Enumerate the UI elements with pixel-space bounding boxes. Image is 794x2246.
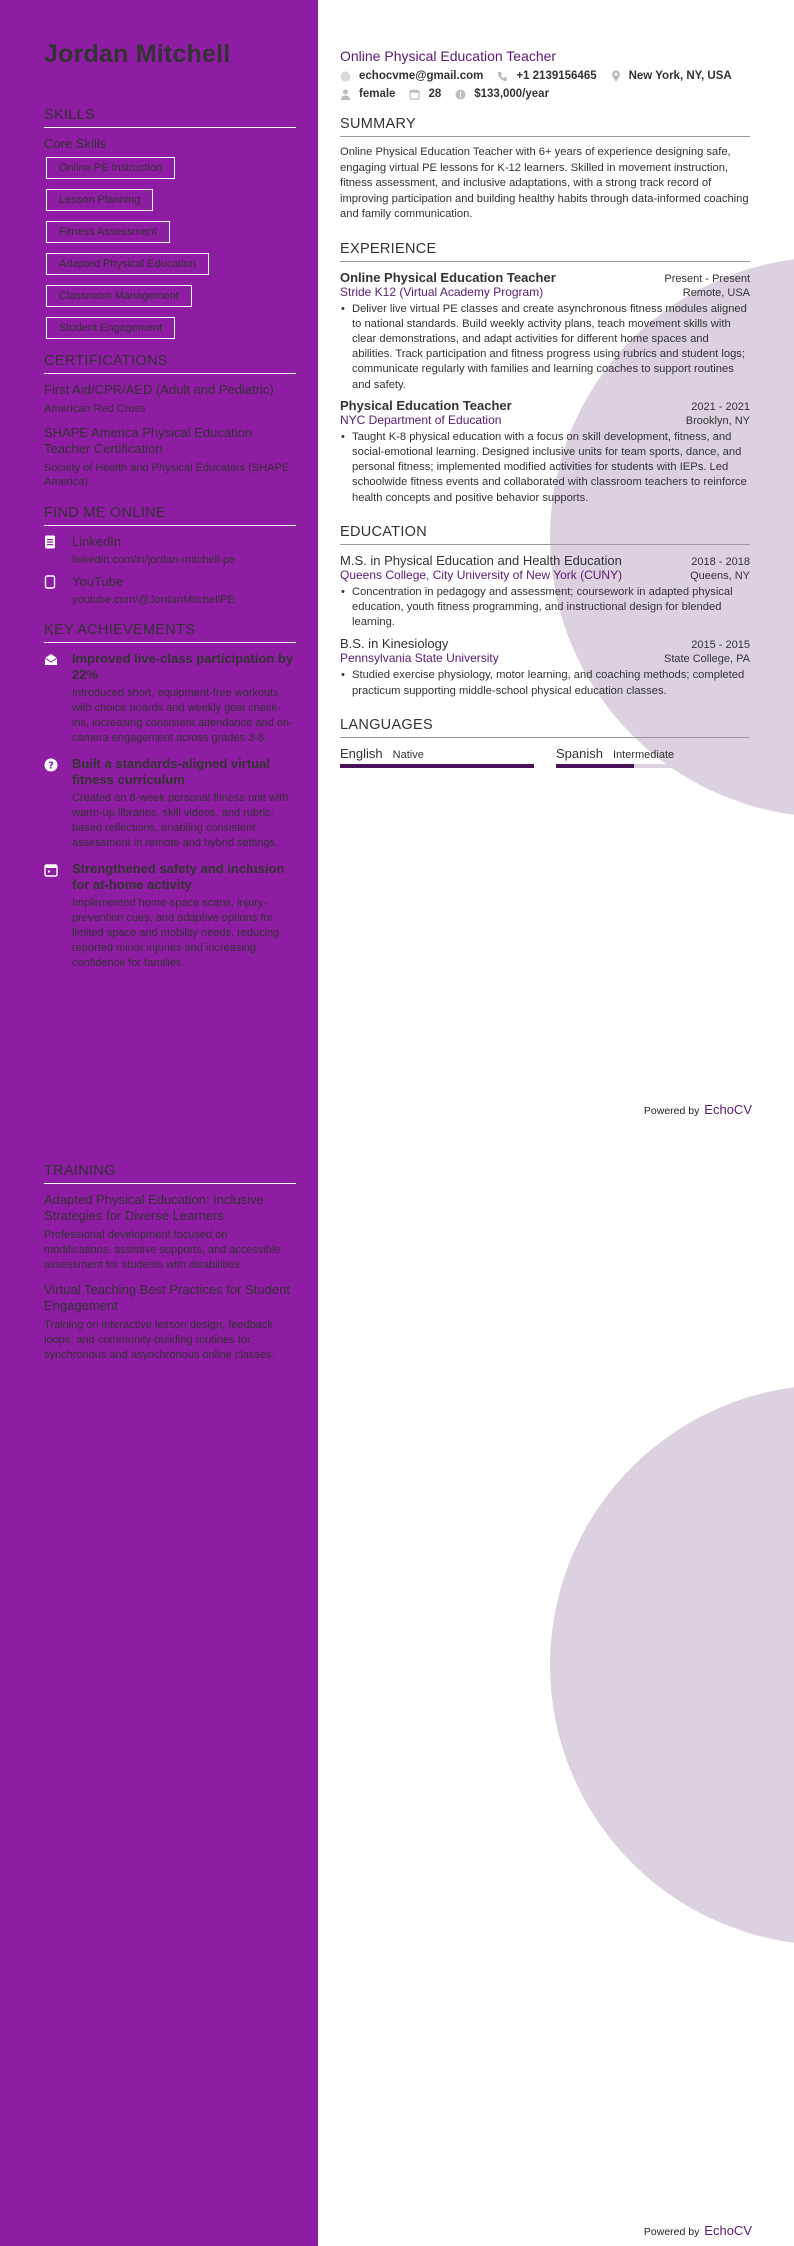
certification-issuer: American Red Cross (44, 403, 146, 415)
email-icon (340, 71, 351, 82)
education-degree: B.S. in Kinesiology (340, 636, 449, 652)
language-level: Native (392, 748, 424, 761)
achievement-title: Improved live-class participation by 22% (72, 651, 294, 682)
contact-gender (340, 88, 395, 100)
skill-tag: Student Engagement (46, 317, 175, 339)
brand-logo[interactable]: EchoCV (704, 2223, 752, 2238)
training-heading: TRAINING (44, 1163, 296, 1184)
phone-icon (497, 71, 508, 82)
svg-text:?: ? (48, 760, 54, 772)
education-entry (340, 553, 750, 631)
education-section (340, 524, 750, 699)
training-section (44, 1163, 296, 1363)
experience-title: Online Physical Education Teacher (340, 269, 556, 285)
language-name: English (340, 745, 383, 761)
powered-by-text: Powered by (643, 2226, 700, 2238)
online-item-youtube (44, 574, 296, 606)
gender-text: female (359, 88, 396, 100)
experience-location: Brooklyn, NY (685, 414, 750, 427)
experience-location: Remote, USA (682, 286, 750, 299)
skills-section (44, 107, 296, 339)
education-entry (340, 636, 750, 698)
achievement-title: Strengthened safety and inclusion for at-home activity (72, 861, 285, 892)
experience-bullet: • Deliver live virtual PE classes and create asynchronous fitness modules aligned to national standards. Build weekly activity plans, teach movement skills with clear demonstrations, and adapt activities for different home spaces and abilities. Track participation and fitness progress using rubrics and student logs; communicate regularly with families and learning coaches to support routines and safety. (340, 302, 750, 393)
calendar-icon (409, 89, 420, 100)
sidebar-content (44, 40, 296, 981)
online-heading: FIND ME ONLINE (44, 505, 296, 526)
training-title: Virtual Teaching Best Practices for Student Engagement (44, 1282, 290, 1313)
mail-icon (44, 651, 72, 746)
decorative-circle (550, 1385, 794, 1945)
education-bullet: • Concentration in pedagogy and assessment; coursework in adapted physical education, youth fitness programming, and instructional design for blended learning. (340, 585, 750, 631)
linkedin-icon (44, 534, 72, 566)
youtube-icon (44, 574, 72, 606)
skills-heading: SKILLS (44, 107, 296, 128)
education-location: State College, PA (663, 653, 750, 666)
certifications-section (44, 353, 296, 489)
skill-tag: Fitness Assessment (46, 221, 170, 243)
sidebar-content (44, 1163, 296, 1372)
main-content (340, 48, 750, 768)
powered-by-text: Powered by (643, 1105, 700, 1117)
footer (644, 1102, 752, 1117)
experience-title: Physical Education Teacher (340, 397, 512, 413)
experience-dates: 2021 - 2021 (691, 400, 750, 413)
phone-text[interactable]: +1 2139156465 (516, 70, 597, 82)
experience-entry (340, 270, 750, 393)
skill-tag: Online PE Instruction (46, 157, 175, 179)
experience-section (340, 241, 750, 506)
language-item (340, 746, 534, 768)
online-item-linkedin (44, 534, 296, 566)
language-bar-fill (556, 764, 634, 768)
experience-dates: Present - Present (664, 272, 750, 285)
skill-tag: Classroom Management (46, 285, 192, 307)
experience-bullet: • Taught K-8 physical education with a focus on skill development, fitness, and social-emotional learning. Designed inclusive units for team sports, dance, and personal fitness; implemented modified activities for students with IEPs. Led schoolwide fitness events and collaborated with classroom teachers to reinforce health concepts and positive behavior supports. (340, 430, 750, 506)
education-dates: 2018 - 2018 (691, 555, 750, 568)
calendar-icon (44, 861, 72, 971)
achievement-desc: Introduced short, equipment-free workouts with choice boards and weekly goal check-ins, increasing consistent attendance and on-camera engagement across grades 3-8. (72, 687, 293, 744)
education-location: Queens, NY (690, 569, 750, 582)
education-dates: 2015 - 2015 (691, 639, 750, 652)
summary-section (340, 116, 750, 223)
education-degree: M.S. in Physical Education and Health Education (340, 552, 622, 568)
experience-heading: EXPERIENCE (340, 241, 750, 262)
languages-heading: LANGUAGES (340, 717, 750, 738)
achievement-item (44, 861, 296, 971)
achievement-desc: Implemented home-space scans, injury-prevention cues, and adaptive options for limited space and mobility needs, reducing reported minor injuries and increasing confidence for families. (72, 897, 280, 969)
training-desc: Professional development focused on modifications, assistive supports, and accessible assessment for students with disabilities. (44, 1229, 281, 1271)
education-school: Queens College, City University of New York (CUNY) (340, 567, 623, 582)
achievement-item (44, 756, 296, 851)
summary-heading: SUMMARY (340, 116, 750, 137)
location-pin-icon (611, 70, 621, 82)
footer (644, 2223, 752, 2238)
contact-email (340, 70, 483, 82)
skill-tag: Lesson Planning (46, 189, 153, 211)
language-bar (556, 764, 750, 768)
salary-text: $133,000/year (474, 88, 550, 100)
education-school: Pennsylvania State University (340, 651, 499, 666)
contact-age (409, 88, 441, 100)
achievement-desc: Created an 8-week personal fitness unit with warm-up libraries, skill videos, and rubric-based reflections, enabling consistent assessment in remote and hybrid settings. (72, 792, 289, 849)
language-item (556, 746, 750, 768)
email-text[interactable]: echocvme@gmail.com (359, 70, 484, 82)
skill-tag: Adapted Physical Education (46, 253, 209, 275)
language-level: Intermediate (612, 748, 675, 761)
certifications-heading: CERTIFICATIONS (44, 353, 296, 374)
language-name: Spanish (556, 745, 603, 761)
achievements-heading: KEY ACHIEVEMENTS (44, 622, 296, 643)
brand-logo[interactable]: EchoCV (704, 1102, 752, 1117)
age-text: 28 (428, 88, 442, 100)
online-section (44, 505, 296, 606)
achievement-item (44, 651, 296, 746)
education-bullet: • Studied exercise physiology, motor learning, and coaching methods; completed practicum supporting middle-school physical education classes. (340, 668, 750, 698)
location-text: New York, NY, USA (628, 70, 732, 82)
language-bar (340, 764, 534, 768)
experience-org: NYC Department of Education (340, 412, 502, 427)
experience-entry (340, 398, 750, 506)
language-bar-fill (340, 764, 534, 768)
candidate-name: Jordan Mitchell (44, 40, 231, 68)
job-title: Online Physical Education Teacher (340, 48, 557, 64)
achievement-title: Built a standards-aligned virtual fitness curriculum (72, 756, 270, 787)
resume-page-2 (0, 1123, 794, 2246)
contact-salary (455, 88, 549, 100)
certification-issuer: Society of Health and Physical Educators (SHAPE America) (44, 462, 290, 488)
help-circle-icon (44, 756, 72, 851)
education-heading: EDUCATION (340, 524, 750, 545)
contact-phone (497, 70, 596, 82)
languages-section (340, 717, 750, 768)
online-link[interactable]: linkedin.com/in/jordan-mitchell-pe (72, 554, 236, 566)
contact-info (340, 70, 750, 100)
training-desc: Training on interactive lesson design, feedback loops, and community-building routines for synchronous and asynchronous online classes. (44, 1319, 275, 1361)
skills-subheading: Core Skills (44, 136, 107, 151)
certification-title: First Aid/CPR/AED (Adult and Pediatric) (44, 382, 274, 397)
summary-text: Online Physical Education Teacher with 6+ years of experience designing safe, engaging virtual PE lessons for K-12 learners. Skilled in movement instruction, fitness assessment, and inclusive adaptations, with a strong track record of improving participation and building healthy habits through data-informed coaching and family communication. (340, 146, 749, 220)
achievements-section (44, 622, 296, 971)
salary-icon (455, 89, 466, 100)
online-label: YouTube (72, 574, 124, 589)
online-label: LinkedIn (72, 534, 122, 549)
online-link[interactable]: youtube.com/@JordanMitchellPE (72, 594, 235, 606)
experience-org: Stride K12 (Virtual Academy Program) (340, 284, 544, 299)
contact-location (611, 70, 732, 82)
person-icon (340, 89, 351, 100)
certification-title: SHAPE America Physical Education Teacher Certification (44, 425, 253, 456)
training-title: Adapted Physical Education: Inclusive Strategies for Diverse Learners (44, 1192, 264, 1223)
